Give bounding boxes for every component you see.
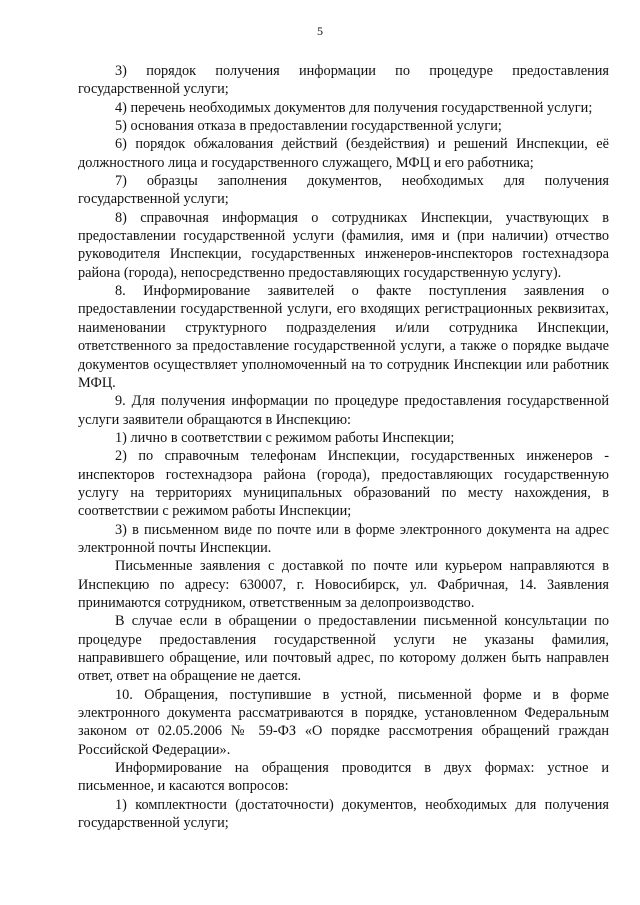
list-item-4-required-documents: 4) перечень необходимых документов для получения государственной услуги; [115,99,593,116]
list-item-2-by-phone: 2) по справочным телефонам Инспекции, государственных инженеров - инспекторов гостехнадзора района (города), предоставляющих государственную услугу на территориях муниципальных образований по месту нахождения, в соответствии с режимом работы Инспекции; [78,448,609,520]
paragraph-informing-forms: Информирование на обращения проводится в двух формах: устное и письменное, и касаются вопросов: [78,760,609,795]
clause-8-applicant-notification: 8. Информирование заявителей о факте поступления заявления о предоставлении государственной услуги, его входящих регистрационных реквизитах, наименовании структурного подразделения и/или сотрудника Инспекции, ответственного за предоставление государственной услуги, а также о порядке выдаче документов осуществляет уполномоченный на то сотрудник Инспекции или работник МФЦ. [78,283,609,391]
page-number: 5 [317,24,323,38]
clause-10-appeals-review: 10. Обращения, поступившие в устной, письменной форме и в форме электронного документа рассматриваются в порядке, установленном Федеральным законом от 02.05.2006 № 59-ФЗ «О порядке рассмотрения обращений граждан Российской Федерации». [78,686,609,758]
document-body [78,62,609,832]
list-item-3-in-writing: 3) в письменном виде по почте или в форме электронного документа на адрес электронной почты Инспекции. [78,521,609,556]
list-item-1-in-person: 1) лично в соответствии с режимом работы Инспекции; [115,429,455,446]
list-item-5-refusal-grounds: 5) основания отказа в предоставлении государственной услуги; [115,118,502,135]
list-item-1-completeness: 1) комплектности (достаточности) документов, необходимых для получения государственной услуги; [78,796,609,832]
paragraph-no-response-case: В случае если в обращении о предоставлении письменной консультации по процедуре предоставления государственной услуги не указаны фамилия, направившего обращение, или почтовый адрес, по которому должен быть направлен ответ, ответ на обращение не дается. [78,613,609,685]
list-item-3-info-procedure: 3) порядок получения информации по процедуре предоставления государственной услуги; [78,63,609,98]
clause-9-info-request: 9. Для получения информации по процедуре предоставления государственной услуги заявители обращаются в Инспекцию: [78,393,609,428]
paragraph-written-applications: Письменные заявления с доставкой по почте или курьером направляются в Инспекцию по адресу: 630007, г. Новосибирск, ул. Фабричная, 14. Заявления принимаются сотрудником, ответственным за делопроизводство. [78,558,609,611]
list-item-7-document-samples: 7) образцы заполнения документов, необходимых для получения государственной услуги; [78,173,609,208]
list-item-6-appeal-procedure: 6) порядок обжалования действий (бездействия) и решений Инспекции, её должностного лица и государственного служащего, МФЦ и его работника; [78,136,609,171]
list-item-8-staff-reference: 8) справочная информация о сотрудниках Инспекции, участвующих в предоставлении государственной услуги (фамилия, имя и (при наличии) отчество руководителя Инспекции, государственных инженеров-инспекторов гостехнадзора района (города), непосредственно предоставляющих государственную услугу). [78,209,609,281]
